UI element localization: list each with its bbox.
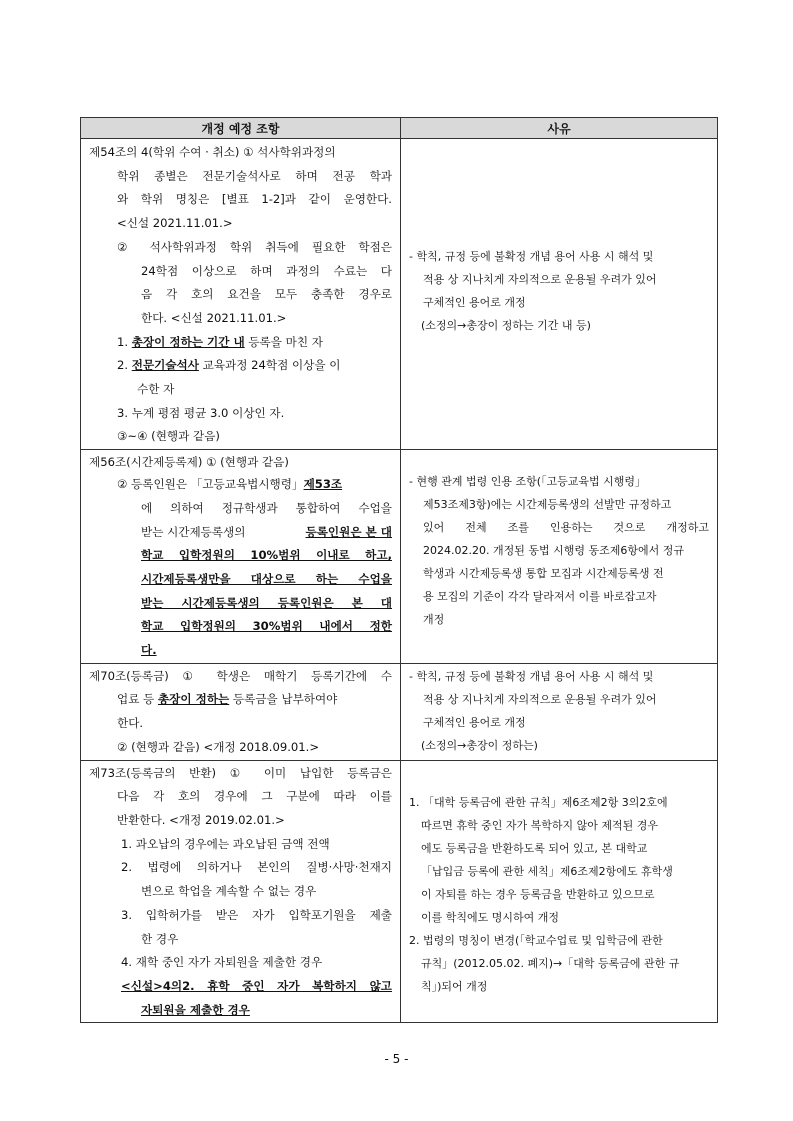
item-text: ② 등록인원은 「고등교육법시행령」	[117, 477, 304, 492]
text-line	[81, 354, 400, 378]
text-line: 학위 종별은 전문기술석사로 하며 전공 학과	[117, 168, 392, 183]
amended-phrase: 등록인원은 본 대	[305, 524, 392, 539]
text-line: 24학점 이상으로 하며 과정의 수료는 다	[141, 263, 392, 278]
item-text: 등록금을 납부하여야	[229, 692, 338, 707]
amended-article-cell	[81, 760, 401, 1023]
amended-article-cell	[81, 663, 401, 760]
text-line: 제54조의 4(학위 수여 · 취소) ① 석사학위과정의	[89, 145, 336, 159]
text-line: 「납입금 등록에 관한 세칙」제6조제2항에도 휴학생	[421, 864, 673, 878]
table-row	[81, 663, 718, 760]
text-line: 수한 자	[137, 382, 175, 397]
text-line: 학생과 시간제등록생 통합 모집과 시간제등록생 전	[423, 567, 664, 581]
item-text: 교육과정 24학점 이상을 이	[198, 358, 341, 373]
text-line: 한다.	[117, 716, 144, 731]
text-line: 이 자퇴를 하는 경우 등록금을 반환하고 있으므로	[421, 887, 655, 901]
reason-cell	[401, 663, 718, 760]
header-amended-article: 개정 예정 조항	[81, 118, 401, 139]
amended-phrase: 학교 입학정원의 10%범위 이내로 하고,	[141, 548, 392, 563]
text-line: 한 경우	[141, 931, 179, 946]
text-line: - 현행 관계 법령 인용 조항(「고등교육법 시행령」	[409, 475, 647, 489]
item-text: 업료 등	[117, 692, 158, 707]
text-line: 에도 등록금을 반환하도록 되어 있고, 본 대학교	[421, 841, 648, 855]
text-line: 3. 누계 평점 평균 3.0 이상인 자.	[117, 405, 285, 420]
text-line: 개정	[423, 613, 445, 627]
reason-cell	[401, 760, 718, 1023]
amended-phrase: 자퇴원을 제출한 경우	[141, 1002, 250, 1017]
amended-phrase: <신설>4의2. 휴학 중인 자가 복학하지 않고	[121, 978, 392, 993]
text-line: 2024.02.20. 개정된 동법 시행령 동조제6항에서 정규	[423, 544, 684, 558]
text-line: 2. 법령의 명칭이 변경(「학교수업료 및 입학금에 관한	[409, 933, 663, 947]
text-line: 1. 과오납의 경우에는 과오납된 금액 전액	[121, 836, 330, 851]
item-number: 2.	[117, 358, 132, 373]
amended-article-cell	[81, 139, 401, 450]
text-line: 용 모집의 기준이 각각 달라져서 이를 바로잡고자	[423, 590, 657, 604]
reason-cell	[401, 139, 718, 450]
page-number: - 5 -	[384, 1052, 409, 1066]
header-reason: 사유	[401, 118, 718, 139]
amended-phrase: 다.	[141, 643, 157, 658]
text-line: ② 석사학위과정 학위 취득에 필요한 학점은	[117, 239, 392, 254]
text-line: 2. 법령에 의하거나 본인의 질병·사망·천재지	[121, 860, 392, 875]
text-line: (소정의→총장이 정하는 기간 내 등)	[421, 319, 591, 332]
amended-phrase: 학교 입학정원의 30%범위 내에서 정한	[141, 619, 392, 634]
reason-cell	[401, 450, 718, 664]
text-line: 제70조(등록금) ① 학생은 매학기 등록기간에 수	[89, 668, 392, 683]
text-line: 제53조제3항)에는 시간제등록생의 선발만 규정하고	[423, 498, 672, 512]
text-line: 4. 재학 중인 자가 자퇴원을 제출한 경우	[121, 955, 323, 970]
amended-article-cell	[81, 450, 401, 664]
amended-phrase: 받는 시간제등록생의 등록인원은 본 대	[141, 595, 392, 610]
item-number: 1.	[117, 334, 132, 349]
table-row	[81, 139, 718, 450]
text-line	[81, 688, 400, 712]
text-line: <신설 2021.11.01.>	[117, 216, 233, 231]
text-line: 따르면 휴학 중인 자가 복학하지 않아 제적된 경우	[421, 818, 658, 832]
amendment-table	[80, 117, 718, 1023]
text-line: 있어 전체 조를 인용하는 것으로 개정하고	[423, 521, 709, 535]
text-line: 규칙」(2012.05.02. 폐지)→「대학 등록금에 관한 규	[421, 956, 680, 970]
item-text: 받는 시간제등록생의	[141, 524, 246, 539]
amended-phrase: 총장이 정하는	[157, 692, 230, 707]
text-line: 다음 각 호의 경우에 그 구분에 따라 이를	[117, 789, 392, 804]
text-line	[81, 331, 400, 355]
text-line: 변으로 학업을 계속할 수 없는 경우	[141, 884, 317, 899]
text-line: 적용 상 지나치게 자의적으로 운용될 우려가 있어	[423, 273, 657, 286]
text-line: 제73조(등록금의 반환) ① 이미 납입한 등록금은	[89, 765, 392, 780]
text-line: 한다. <신설 2021.11.01.>	[141, 310, 287, 325]
text-line: - 학칙, 규정 등에 불확정 개념 용어 사용 시 해석 및	[409, 250, 654, 263]
amended-phrase: 제53조	[303, 477, 343, 492]
amended-phrase: 전문기술석사	[131, 358, 199, 373]
text-line: 와 학위 명칭은 [별표 1-2]과 같이 운영한다.	[117, 192, 392, 207]
text-line	[81, 521, 400, 545]
text-line: 음 각 호의 요건을 모두 충족한 경우로	[141, 287, 392, 302]
table-row	[81, 760, 718, 1023]
text-line: 제56조(시간제등록제) ① (현행과 같음)	[89, 455, 289, 470]
text-line: 3. 입학허가를 받은 자가 입학포기원을 제출	[121, 907, 392, 922]
text-line: 구체적인 용어로 개정	[423, 296, 526, 309]
text-line	[81, 473, 400, 497]
text-line: 1. 「대학 등록금에 관한 규칙」제6조제2항 3의2호에	[409, 795, 668, 809]
text-line: 구체적인 용어로 개정	[423, 715, 526, 729]
text-line: 에 의하여 정규학생과 통합하여 수업을	[141, 500, 392, 515]
text-line: 칙」)되어 개정	[421, 979, 488, 993]
text-line: ③~④ (현행과 같음)	[117, 429, 220, 444]
text-line: 이를 학칙에도 명시하여 개정	[421, 910, 560, 924]
text-line: ② (현행과 같음) <개정 2018.09.01.>	[117, 739, 320, 754]
table-header-row	[81, 118, 718, 139]
text-line: - 학칙, 규정 등에 불확정 개념 용어 사용 시 해석 및	[409, 669, 654, 683]
text-line: 적용 상 지나치게 자의적으로 운용될 우려가 있어	[423, 692, 657, 706]
table-row	[81, 450, 718, 664]
text-line: (소정의→총장이 정하는)	[421, 738, 538, 752]
amended-phrase: 시간제등록생만을 대상으로 하는 수업을	[141, 571, 392, 586]
item-text: 등록을 마친 자	[244, 334, 323, 349]
text-line: 반환한다. <개정 2019.02.01.>	[117, 812, 285, 827]
amended-phrase: 총장이 정하는 기간 내	[131, 334, 245, 349]
